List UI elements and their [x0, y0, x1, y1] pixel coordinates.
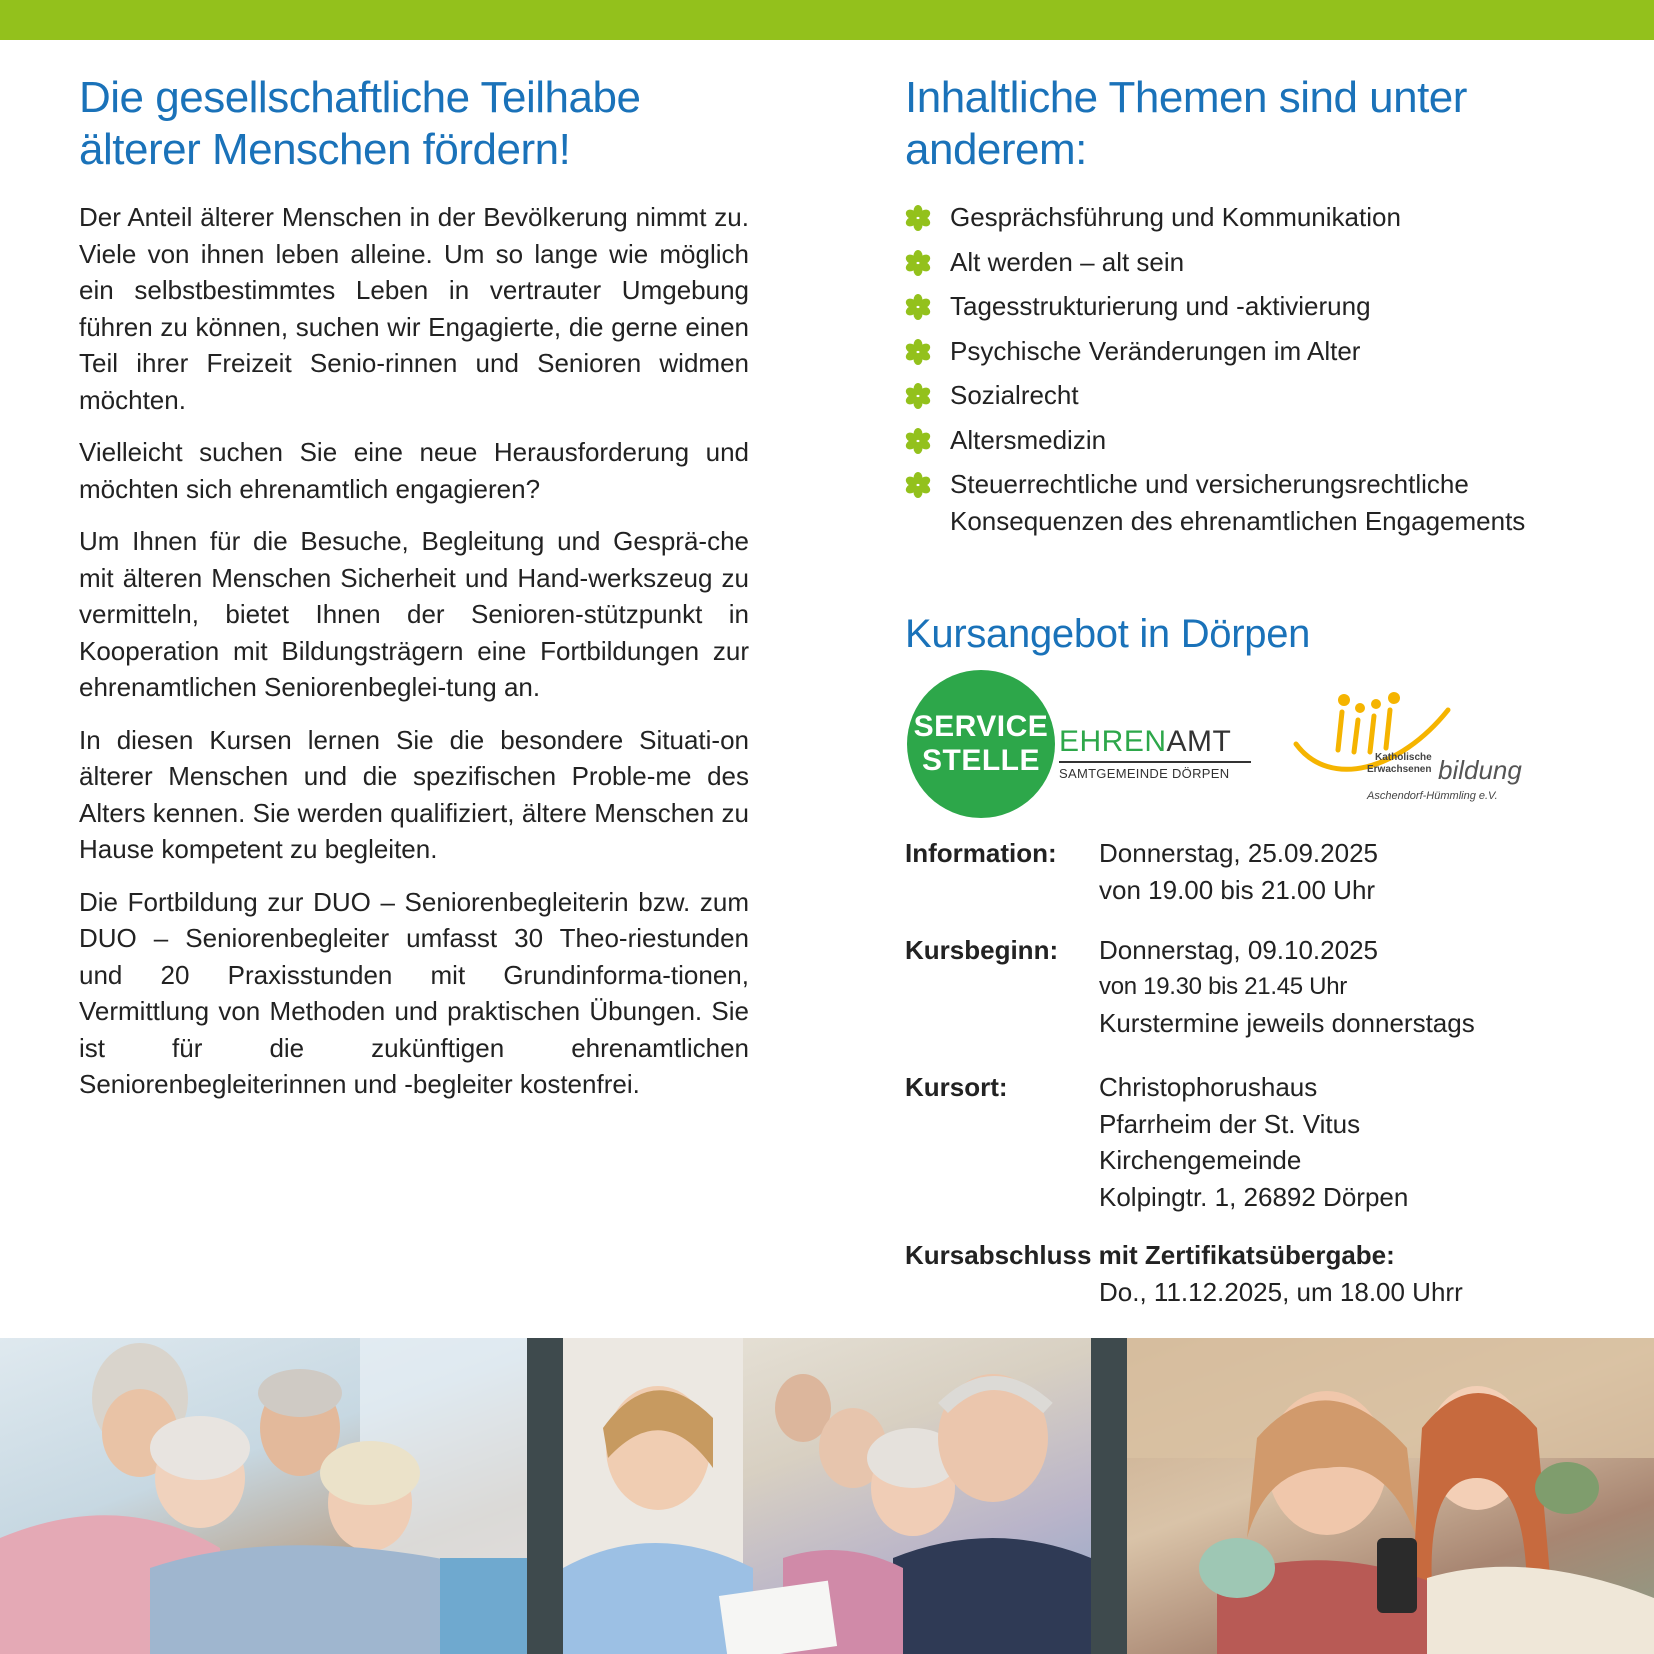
photo-strip	[0, 1338, 1654, 1654]
topics-heading-line-1: Inhaltliche Themen sind unter	[905, 73, 1467, 122]
topic-text: Psychische Veränderungen im Alter	[950, 335, 1361, 366]
asterisk-bullet-icon	[905, 383, 931, 409]
asterisk-bullet-icon	[905, 250, 931, 276]
top-accent-bar	[0, 0, 1654, 40]
list-item	[905, 466, 1565, 539]
info-line: Pfarrheim der St. Vitus	[1099, 1108, 1361, 1139]
list-item	[905, 288, 1565, 325]
photo-seniors-smartphone	[0, 1338, 527, 1654]
intro-text	[79, 199, 749, 1119]
logo-service-text: SERVICE	[913, 710, 1049, 743]
info-label: Information:	[905, 838, 1057, 868]
info-line: Donnerstag, 09.10.2025	[1099, 935, 1378, 965]
logo-samtgemeinde-text: SAMTGEMEINDE DÖRPEN	[1059, 766, 1230, 781]
topics-list	[905, 199, 1565, 547]
asterisk-bullet-icon	[905, 339, 931, 365]
topic-text: Tagesstrukturierung und -aktivierung	[950, 291, 1371, 321]
info-line: Kurstermine jeweils donnerstags	[1099, 1008, 1475, 1038]
paragraph: Die Fortbildung zur DUO – Seniorenbegleiterin bzw. zum DUO – Seniorenbegleiter umfasst 30 Theo-riestunden und 20 Praxisstunden mit Grundinforma-tionen, Vermittlung von Methoden und praktischen Übungen. Sie ist für die zukünftigen ehrenamtlichen Seniorenbegleiterinnen und -begleiter kostenfrei.	[79, 886, 749, 1099]
list-item	[905, 244, 1565, 281]
info-label: Kursort:	[905, 1072, 1008, 1102]
asterisk-bullet-icon	[905, 294, 931, 320]
logo-circle	[907, 670, 1055, 818]
logo-divider	[1059, 761, 1251, 763]
left-heading-line-2: älterer Menschen fördern!	[79, 125, 571, 174]
info-line: von 19.30 bis 21.45 Uhr	[1099, 972, 1347, 1000]
asterisk-bullet-icon	[905, 205, 931, 231]
info-values	[1099, 1069, 1579, 1215]
topic-text: Alt werden – alt sein	[950, 246, 1185, 277]
paragraph: Vielleicht suchen Sie eine neue Herausforderung und möchten sich ehrenamtlich engagieren?	[79, 437, 749, 504]
topic-text: Sozialrecht	[950, 380, 1079, 410]
info-line: Kolpingtr. 1, 26892 Dörpen	[1099, 1181, 1409, 1212]
left-heading	[79, 72, 779, 176]
topics-heading	[905, 72, 1605, 176]
logo-stelle-text: STELLE	[921, 744, 1040, 777]
info-values	[1099, 835, 1579, 908]
info-line: Christophorushaus	[1099, 1072, 1318, 1102]
closing-value: Do., 11.12.2025, um 18.00 Uhrr	[1099, 1277, 1463, 1307]
logo-ehrenamt-text: EHRENAMT	[1059, 725, 1232, 758]
keb-subtitle-text: Aschendorf-Hümmling e.V.	[1367, 790, 1498, 802]
list-item	[905, 377, 1565, 414]
topic-text: Gesprächsführung und Kommunikation	[950, 202, 1401, 232]
topic-text: Altersmedizin	[950, 424, 1107, 455]
paragraph: Um Ihnen für die Besuche, Begleitung und Gesprä-che mit älteren Menschen Sicherheit und Hand-werkszeug zu vermitteln, bietet Ihnen der Senioren-stützpunkt in Kooperation mit Bildungsträgern eine Fortbildungen zur ehrenamtlichen Seniorenbeglei-tung an.	[79, 526, 749, 702]
list-item	[905, 199, 1565, 236]
list-item	[905, 422, 1565, 459]
info-line: von 19.00 bis 21.00 Uhr	[1099, 874, 1376, 905]
keb-bildung-text: bildung	[1438, 755, 1522, 785]
keb-katholische-text: Katholische	[1375, 752, 1432, 763]
photo-group-singing	[563, 1338, 1091, 1654]
paragraph: In diesen Kursen lernen Sie die besondere Situati-on älterer Menschen und die spezifischen Proble-me des Alters kennen. Sie werden qualifiziert, ältere Menschen zu Hause kompetent zu begleiten.	[79, 724, 749, 864]
keb-erwachsenen-text: Erwachsenen	[1367, 764, 1432, 775]
info-label: Kursbeginn:	[905, 935, 1059, 965]
left-heading-line-1: Die gesellschaftliche Teilhabe	[79, 73, 641, 122]
info-line: Donnerstag, 25.09.2025	[1099, 838, 1378, 868]
info-line: Kirchengemeinde	[1099, 1145, 1302, 1175]
photo-woman-and-girl	[1127, 1338, 1654, 1654]
paragraph: Der Anteil älterer Menschen in der Bevölkerung nimmt zu. Viele von ihnen leben alleine. Um so lange wie möglich ein selbstbestimmtes Leben in vertrauter Umgebung führen zu können, suchen wir Engagierte, die gerne einen Teil ihrer Freizeit Senio-rinnen und Senioren widmen möchten.	[79, 202, 749, 415]
info-values	[1099, 932, 1579, 1042]
list-item	[905, 333, 1565, 370]
asterisk-bullet-icon	[905, 472, 931, 498]
servicestelle-ehrenamt-logo	[907, 670, 1252, 822]
course-heading: Kursangebot in Dörpen	[905, 612, 1311, 656]
topics-heading-line-2: anderem:	[905, 125, 1087, 174]
asterisk-bullet-icon	[905, 428, 931, 454]
topic-text: Steuerrechtliche und versicherungsrechtliche Konsequenzen des ehrenamtlichen Engagements	[950, 469, 1526, 536]
closing-label: Kursabschluss mit Zertifikatsübergabe:	[905, 1240, 1395, 1270]
keb-logo	[1290, 690, 1540, 810]
